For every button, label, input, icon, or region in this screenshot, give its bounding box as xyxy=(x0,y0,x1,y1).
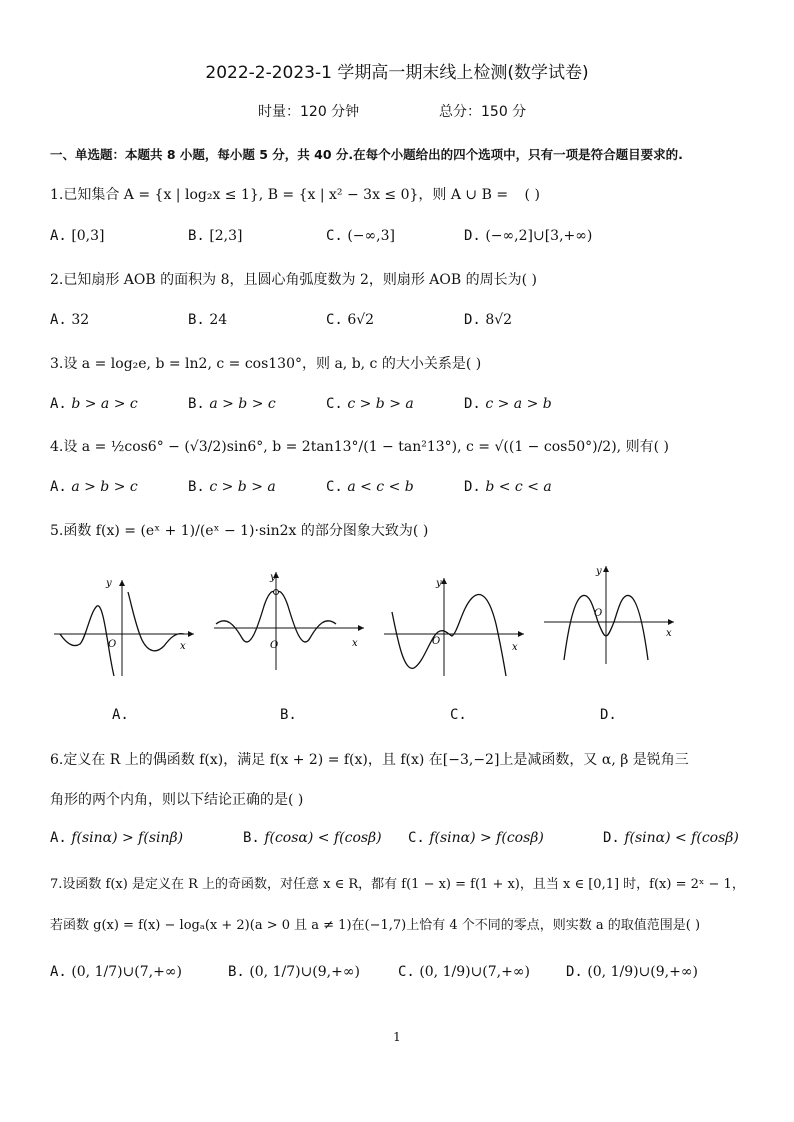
question-6-continued: 角形的两个内角，则以下结论正确的是( ) xyxy=(50,792,304,808)
option-text: 6√2 xyxy=(347,312,375,328)
question-stem: 函数 f(x) = (eˣ + 1)/(eˣ − 1)·sin2x 的部分图象大致为( ) xyxy=(63,523,429,539)
question-stem: 已知扇形 AOB 的面积为 8，且圆心角弧度数为 2，则扇形 AOB 的周长为( ) xyxy=(63,272,537,288)
question-number: 4. xyxy=(50,439,64,455)
q2-option-a[interactable] xyxy=(50,312,89,328)
y-axis-label: y xyxy=(596,566,602,577)
question-stem: 设 a = ½cos6° − (√3/2)sin6°, b = 2tan13°/(1 − tan²13°), c = √((1 − cos50°)/2), 则有( ) xyxy=(63,439,669,455)
origin-label: O xyxy=(432,636,441,647)
question-5 xyxy=(50,520,428,540)
option-label: D. xyxy=(464,228,481,244)
graph-label-a: A. xyxy=(112,707,129,723)
graph-label-c: C. xyxy=(450,707,467,723)
option-text: f(sinα) < f(cosβ) xyxy=(624,830,739,846)
question-paren: ( ) xyxy=(524,187,540,203)
section-heading: 一、单选题：本题共 8 小题，每小题 5 分，共 40 分.在每个小题给出的四个选项中，只有一项是符合题目要求的. xyxy=(50,147,683,162)
option-label: A. xyxy=(50,479,67,495)
option-label: C. xyxy=(326,312,343,328)
option-label: D. xyxy=(464,479,481,495)
q1-option-b[interactable] xyxy=(188,228,243,244)
option-text: c > b > a xyxy=(347,396,414,412)
option-text: b > a > c xyxy=(71,396,138,412)
question-stem: 设 a = log₂e, b = ln2, c = cos130°，则 a, b, c 的大小关系是( ) xyxy=(63,356,482,372)
q4-option-b[interactable] xyxy=(188,479,276,495)
question-4 xyxy=(50,436,669,456)
question-7-continued: 若函数 g(x) = f(x) − logₐ(x + 2)(a > 0 且 a ≠ 1)在(−1,7)上恰有 4 个不同的零点，则实数 a 的取值范围是( ) xyxy=(50,918,701,933)
question-stem: 已知集合 A = {x | log₂x ≤ 1}, B = {x | x² − 3x ≤ 0}，则 A ∪ B = xyxy=(63,187,509,203)
question-stem: 定义在 R 上的偶函数 f(x)，满足 f(x + 2) = f(x)，且 f(x) 在[−3,−2]上是减函数，又 α, β 是锐角三 xyxy=(63,752,689,768)
option-text: (0, 1/9)∪(7,+∞) xyxy=(419,964,530,980)
option-label: A. xyxy=(50,964,67,980)
q4-option-c[interactable] xyxy=(326,479,414,495)
question-number: 7. xyxy=(50,877,63,892)
page-title: 2022-2-2023-1 学期高一期末线上检测(数学试卷) xyxy=(205,63,589,83)
option-text: (0, 1/9)∪(9,+∞) xyxy=(587,964,698,980)
option-text: a < c < b xyxy=(347,479,414,495)
q7-option-a[interactable] xyxy=(50,964,182,980)
q2-option-d[interactable] xyxy=(464,312,512,328)
option-text: f(sinα) > f(cosβ) xyxy=(429,830,544,846)
origin-label: O xyxy=(594,608,603,619)
page-number: 1 xyxy=(393,1030,401,1044)
option-label: C. xyxy=(326,228,343,244)
graph-option-c[interactable] xyxy=(382,572,532,682)
q3-option-d[interactable] xyxy=(464,396,552,412)
option-label: B. xyxy=(243,830,260,846)
question-number: 3. xyxy=(50,356,64,372)
q7-option-d[interactable] xyxy=(566,964,698,980)
option-text: c > b > a xyxy=(209,479,276,495)
q4-option-d[interactable] xyxy=(464,479,552,495)
x-axis-label: x xyxy=(512,642,518,653)
x-axis-label: x xyxy=(666,628,672,639)
question-1 xyxy=(50,184,540,204)
graph-label-d: D. xyxy=(600,707,617,723)
q3-option-a[interactable] xyxy=(50,396,138,412)
question-7 xyxy=(50,873,745,892)
q6-option-b[interactable] xyxy=(243,830,382,846)
question-2 xyxy=(50,269,537,289)
q6-option-a[interactable] xyxy=(50,830,183,846)
q6-option-c[interactable] xyxy=(408,830,544,846)
option-label: C. xyxy=(408,830,425,846)
option-text: (−∞,3] xyxy=(347,228,395,244)
option-label: A. xyxy=(50,312,67,328)
option-label: A. xyxy=(50,396,67,412)
option-text: 32 xyxy=(71,312,90,328)
q1-option-a[interactable] xyxy=(50,228,105,244)
origin-label: O xyxy=(108,639,117,650)
graph-label-b: B. xyxy=(280,707,297,723)
exam-total-score: 总分：150 分 xyxy=(439,104,527,120)
x-axis-label: x xyxy=(352,638,358,649)
option-text: f(sinα) > f(sinβ) xyxy=(71,830,184,846)
question-6 xyxy=(50,749,689,769)
q6-option-d[interactable] xyxy=(603,830,739,846)
q4-option-a[interactable] xyxy=(50,479,138,495)
option-label: D. xyxy=(464,396,481,412)
question-number: 5. xyxy=(50,523,64,539)
question-stem: 设函数 f(x) 是定义在 R 上的奇函数，对任意 x ∈ R，都有 f(1 − x) = f(1 + x)，且当 x ∈ [0,1] 时，f(x) = 2ˣ − 1， xyxy=(62,877,745,892)
option-text: b < c < a xyxy=(485,479,552,495)
option-label: C. xyxy=(326,396,343,412)
option-text: a > b > c xyxy=(209,396,276,412)
option-text: (−∞,2]∪[3,+∞) xyxy=(485,228,593,244)
graph-option-d[interactable] xyxy=(542,560,682,670)
y-axis-label: y xyxy=(436,578,442,589)
option-text: f(cosα) < f(cosβ) xyxy=(264,830,382,846)
option-label: B. xyxy=(188,312,205,328)
q7-option-c[interactable] xyxy=(398,964,530,980)
q3-option-c[interactable] xyxy=(326,396,414,412)
option-label: B. xyxy=(188,396,205,412)
option-label: B. xyxy=(188,479,205,495)
option-label: D. xyxy=(464,312,481,328)
question-number: 2. xyxy=(50,272,64,288)
origin-label: O xyxy=(270,640,279,651)
option-text: 24 xyxy=(209,312,228,328)
option-text: (0, 1/7)∪(7,+∞) xyxy=(71,964,182,980)
option-label: B. xyxy=(228,964,245,980)
question-number: 1. xyxy=(50,187,64,203)
question-number: 6. xyxy=(50,752,64,768)
option-label: A. xyxy=(50,830,67,846)
option-text: (0, 1/7)∪(9,+∞) xyxy=(249,964,360,980)
option-label: B. xyxy=(188,228,205,244)
option-label: A. xyxy=(50,228,67,244)
graph-option-a[interactable] xyxy=(52,572,202,682)
option-label: C. xyxy=(326,479,343,495)
question-3 xyxy=(50,353,481,373)
graph-option-b[interactable] xyxy=(212,566,372,676)
option-text: a > b > c xyxy=(71,479,138,495)
option-label: D. xyxy=(603,830,620,846)
y-axis-label: y xyxy=(106,578,112,589)
option-text: [2,3] xyxy=(209,228,243,244)
q2-option-b[interactable] xyxy=(188,312,227,328)
q1-option-c[interactable] xyxy=(326,228,395,244)
q2-option-c[interactable] xyxy=(326,312,374,328)
option-text: c > a > b xyxy=(485,396,552,412)
option-label: D. xyxy=(566,964,583,980)
exam-time: 时量：120 分钟 xyxy=(258,104,360,120)
option-text: 8√2 xyxy=(485,312,513,328)
x-axis-label: x xyxy=(180,641,186,652)
option-label: C. xyxy=(398,964,415,980)
q3-option-b[interactable] xyxy=(188,396,276,412)
q1-option-d[interactable] xyxy=(464,228,592,244)
q7-option-b[interactable] xyxy=(228,964,360,980)
y-axis-label: y xyxy=(270,572,276,583)
option-text: [0,3] xyxy=(71,228,105,244)
